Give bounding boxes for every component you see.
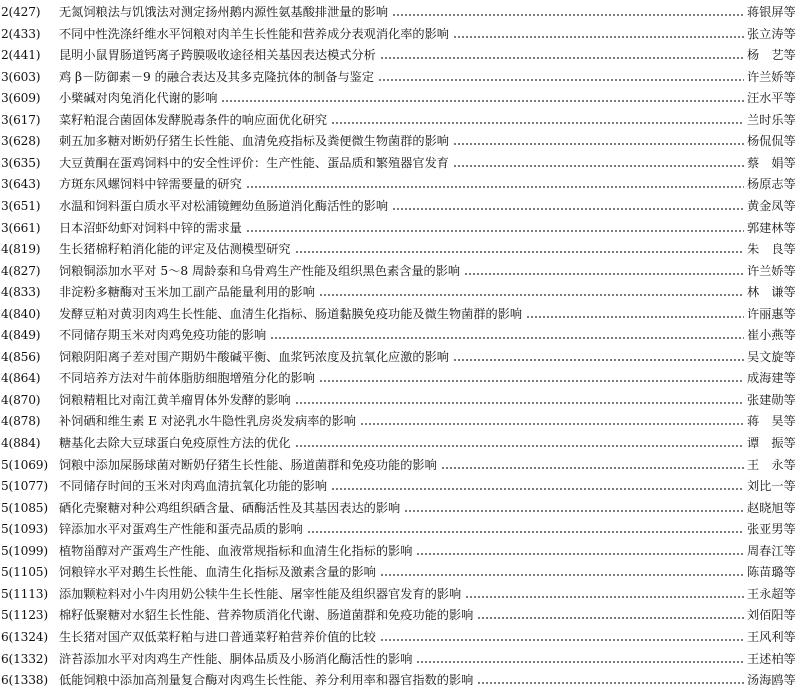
article-author: 黄金凤等 — [747, 198, 796, 213]
issue-page-ref: 4(849) — [1, 328, 41, 343]
dot-leader — [319, 367, 744, 389]
dot-leader — [477, 669, 744, 691]
article-title: 硒化壳聚糖对种公鸡组织硒含量、硒酶活性及其基因表达的影响 — [59, 500, 401, 515]
toc-entry — [0, 324, 806, 346]
issue-page-ref: 4(864) — [1, 371, 41, 386]
dot-leader — [295, 389, 744, 411]
article-title: 昆明小鼠胃肠道钙离子跨膜吸收途径相关基因表达模式分析 — [59, 48, 376, 63]
article-title: 浒苔添加水平对肉鸡生产性能、胴体品质及小肠消化酶活性的影响 — [59, 651, 413, 666]
article-title: 菜籽粕混合菌固体发酵脱毒条件的响应面优化研究 — [59, 112, 328, 127]
article-author: 刘比一等 — [747, 479, 796, 494]
article-author: 张亚男等 — [747, 522, 796, 537]
dot-leader — [477, 604, 744, 626]
toc-entry — [0, 540, 806, 562]
issue-page-ref: 6(1324) — [1, 629, 48, 644]
article-author: 王述柏等 — [747, 651, 796, 666]
issue-page-ref: 3(603) — [1, 69, 41, 84]
issue-page-ref: 6(1338) — [1, 673, 48, 688]
article-title: 添加颗粒料对小牛肉用奶公犊牛生长性能、屠宰性能及组织器官发育的影响 — [59, 586, 462, 601]
issue-page-ref: 3(651) — [1, 198, 41, 213]
issue-page-ref: 5(1123) — [1, 608, 48, 623]
issue-page-ref: 2(433) — [1, 26, 41, 41]
article-author: 蒋银屏等 — [747, 5, 796, 19]
toc-entry — [0, 626, 806, 648]
article-author: 蔡 娟等 — [747, 155, 796, 170]
article-author: 许兰娇等 — [747, 69, 796, 84]
toc-entry — [0, 561, 806, 583]
article-title: 发酵豆粕对黄羽肉鸡生长性能、血清生化指标、肠道黏膜免疫功能及微生物菌群的影响 — [59, 306, 523, 321]
dot-leader — [295, 432, 744, 454]
issue-page-ref: 4(870) — [1, 392, 41, 407]
dot-leader — [378, 66, 744, 88]
article-title: 不同中性洗涤纤维水平饲粮对肉羊生长性能和营养成分表观消化率的影响 — [59, 26, 449, 41]
issue-page-ref: 4(856) — [1, 349, 41, 364]
article-author: 许兰娇等 — [747, 263, 796, 278]
article-title: 方斑东风螺饲料中锌需要量的研究 — [59, 177, 242, 192]
dot-leader — [307, 518, 744, 540]
toc-entry — [0, 497, 806, 519]
article-author: 刘佰阳等 — [747, 608, 796, 623]
toc-entry — [0, 44, 806, 66]
dot-leader — [331, 475, 744, 497]
article-title: 无氮饲粮法与饥饿法对测定扬州鹅内源性氨基酸排泄量的影响 — [59, 5, 389, 19]
issue-page-ref: 2(441) — [1, 48, 41, 63]
article-title: 补饲硒和维生素 E 对泌乳水牛隐性乳房炎发病率的影响 — [59, 414, 356, 429]
article-title: 低能饲粮中添加高剂量复合酶对肉鸡生长性能、养分利用率和器官指数的影响 — [59, 673, 474, 688]
article-author: 张立涛等 — [747, 26, 796, 41]
article-author: 张建勋等 — [747, 392, 796, 407]
toc-entry — [0, 367, 806, 389]
issue-page-ref: 3(628) — [1, 134, 41, 149]
toc-entry — [0, 281, 806, 303]
dot-leader — [453, 23, 744, 45]
article-author: 陈苗璐等 — [747, 565, 796, 580]
article-title: 植物甾醇对产蛋鸡生产性能、血液常规指标和血清生化指标的影响 — [59, 543, 413, 558]
toc-entry — [0, 410, 806, 432]
issue-page-ref: 5(1105) — [1, 565, 48, 580]
article-author: 吴文旋等 — [747, 349, 796, 364]
issue-page-ref: 5(1077) — [1, 479, 48, 494]
toc-entry — [0, 217, 806, 239]
article-title: 不同储存期玉米对肉鸡免疫功能的影响 — [59, 328, 267, 343]
article-title: 饲粮精粗比对南江黄羊瘤胃体外发酵的影响 — [59, 392, 291, 407]
toc-entry — [0, 66, 806, 88]
article-title: 小檗碱对肉兔消化代谢的影响 — [59, 91, 218, 106]
toc-entry — [0, 669, 806, 691]
toc-entry — [0, 152, 806, 174]
article-author: 王风利等 — [747, 629, 796, 644]
dot-leader — [392, 1, 744, 23]
dot-leader — [416, 540, 744, 562]
toc-entry — [0, 195, 806, 217]
article-author: 赵晓旭等 — [747, 500, 796, 515]
dot-leader — [380, 626, 744, 648]
toc-entry — [0, 583, 806, 605]
article-author: 杨 艺等 — [747, 48, 796, 63]
dot-leader — [380, 561, 744, 583]
article-author: 谭 振等 — [747, 436, 796, 450]
toc-entry — [0, 604, 806, 626]
dot-leader — [360, 410, 744, 432]
article-author: 汤海鸥等 — [747, 673, 796, 688]
article-author: 崔小燕等 — [747, 328, 796, 343]
article-title: 非淀粉多糖酶对玉米加工副产品能量利用的影响 — [59, 285, 315, 300]
dot-leader — [331, 109, 744, 131]
article-author: 朱 良等 — [747, 242, 796, 257]
article-author: 杨侃侃等 — [747, 134, 796, 149]
issue-page-ref: 4(840) — [1, 306, 41, 321]
toc-entry — [0, 648, 806, 670]
article-title: 水温和饲料蛋白质水平对松浦镜鲤幼鱼肠道消化酶活性的影响 — [59, 198, 389, 213]
toc-entry — [0, 454, 806, 476]
toc-entry — [0, 303, 806, 325]
article-title: 生长猪对国产双低菜籽粕与进口普通菜籽粕营养价值的比较 — [59, 629, 376, 644]
article-title: 鸡 β－防御素－9 的融合表达及其多克隆抗体的制备与鉴定 — [59, 69, 375, 84]
article-author: 周春江等 — [747, 543, 796, 558]
toc-entry — [0, 346, 806, 368]
article-title: 饲粮阴阳离子差对围产期奶牛酸碱平衡、血浆钙浓度及抗氧化应激的影响 — [59, 349, 449, 364]
dot-leader — [416, 648, 744, 670]
article-title: 棉籽低聚糖对水貂生长性能、营养物质消化代谢、肠道菌群和免疫功能的影响 — [59, 608, 474, 623]
issue-page-ref: 5(1099) — [1, 543, 48, 558]
toc-entry — [0, 173, 806, 195]
article-title: 饲粮铜添加水平对 5～8 周龄泰和乌骨鸡生产性能及组织黑色素含量的影响 — [59, 263, 461, 278]
dot-leader — [404, 497, 744, 519]
article-author: 杨原志等 — [747, 177, 796, 192]
article-author: 蒋 昊等 — [747, 414, 796, 429]
issue-page-ref: 3(617) — [1, 112, 41, 127]
article-title: 日本沼虾幼虾对饲料中锌的需求量 — [59, 220, 242, 235]
article-title: 不同储存时间的玉米对肉鸡血清抗氧化功能的影响 — [59, 479, 328, 494]
dot-leader — [380, 44, 744, 66]
issue-page-ref: 4(884) — [1, 436, 41, 450]
issue-page-ref: 5(1069) — [1, 457, 48, 472]
issue-page-ref: 5(1093) — [1, 522, 48, 537]
dot-leader — [526, 303, 744, 325]
dot-leader — [441, 454, 744, 476]
article-title: 不同培养方法对牛前体脂肪细胞增殖分化的影响 — [59, 371, 315, 386]
issue-page-ref: 5(1085) — [1, 500, 48, 515]
dot-leader — [270, 324, 744, 346]
toc-entry — [0, 238, 806, 260]
dot-leader — [453, 346, 744, 368]
issue-page-ref: 2(427) — [1, 5, 41, 19]
issue-page-ref: 5(1113) — [1, 586, 48, 601]
toc-entry — [0, 475, 806, 497]
issue-page-ref: 4(833) — [1, 285, 41, 300]
issue-page-ref: 4(878) — [1, 414, 41, 429]
article-author: 郭建林等 — [747, 220, 796, 235]
article-title: 锌添加水平对蛋鸡生产性能和蛋壳品质的影响 — [59, 522, 303, 537]
dot-leader — [246, 173, 744, 195]
issue-page-ref: 4(819) — [1, 242, 41, 257]
issue-page-ref: 6(1332) — [1, 651, 48, 666]
dot-leader — [464, 260, 744, 282]
issue-page-ref: 3(661) — [1, 220, 41, 235]
dot-leader — [295, 238, 744, 260]
toc-entry — [0, 518, 806, 540]
issue-page-ref: 4(827) — [1, 263, 41, 278]
issue-page-ref: 3(643) — [1, 177, 41, 192]
issue-page-ref: 3(609) — [1, 91, 41, 106]
dot-leader — [453, 130, 744, 152]
dot-leader — [246, 217, 744, 239]
toc-entry — [0, 87, 806, 109]
article-author: 王 永等 — [747, 457, 796, 472]
toc-entry — [0, 389, 806, 411]
article-author: 许丽惠等 — [747, 306, 796, 321]
issue-page-ref: 3(635) — [1, 155, 41, 170]
article-author: 汪水平等 — [747, 91, 796, 106]
article-title: 大豆黄酮在蛋鸡饲料中的安全性评价：生产性能、蛋品质和繁殖器官发育 — [59, 155, 449, 170]
article-title: 刺五加多糖对断奶仔猪生长性能、血清免疫指标及粪便微生物菌群的影响 — [59, 134, 449, 149]
dot-leader — [221, 87, 744, 109]
article-author: 林 谦等 — [747, 285, 796, 300]
toc-entry — [0, 23, 806, 45]
article-title: 饲粮中添加屎肠球菌对断奶仔猪生长性能、肠道菌群和免疫功能的影响 — [59, 457, 437, 472]
toc-entry — [0, 260, 806, 282]
article-title: 糖基化去除大豆球蛋白免疫原性方法的优化 — [59, 436, 291, 450]
article-author: 成海建等 — [747, 371, 796, 386]
article-title: 饲粮锌水平对鹅生长性能、血清生化指标及激素含量的影响 — [59, 565, 376, 580]
dot-leader — [465, 583, 744, 605]
article-author: 兰时乐等 — [747, 112, 796, 127]
toc-entry — [0, 1, 806, 23]
dot-leader — [392, 195, 744, 217]
toc-entry — [0, 109, 806, 131]
article-title: 生长猪棉籽粕消化能的评定及估测模型研究 — [59, 242, 291, 257]
toc-entry — [0, 130, 806, 152]
toc-entry — [0, 432, 806, 454]
dot-leader — [319, 281, 744, 303]
dot-leader — [453, 152, 744, 174]
article-author: 王永超等 — [747, 586, 796, 601]
